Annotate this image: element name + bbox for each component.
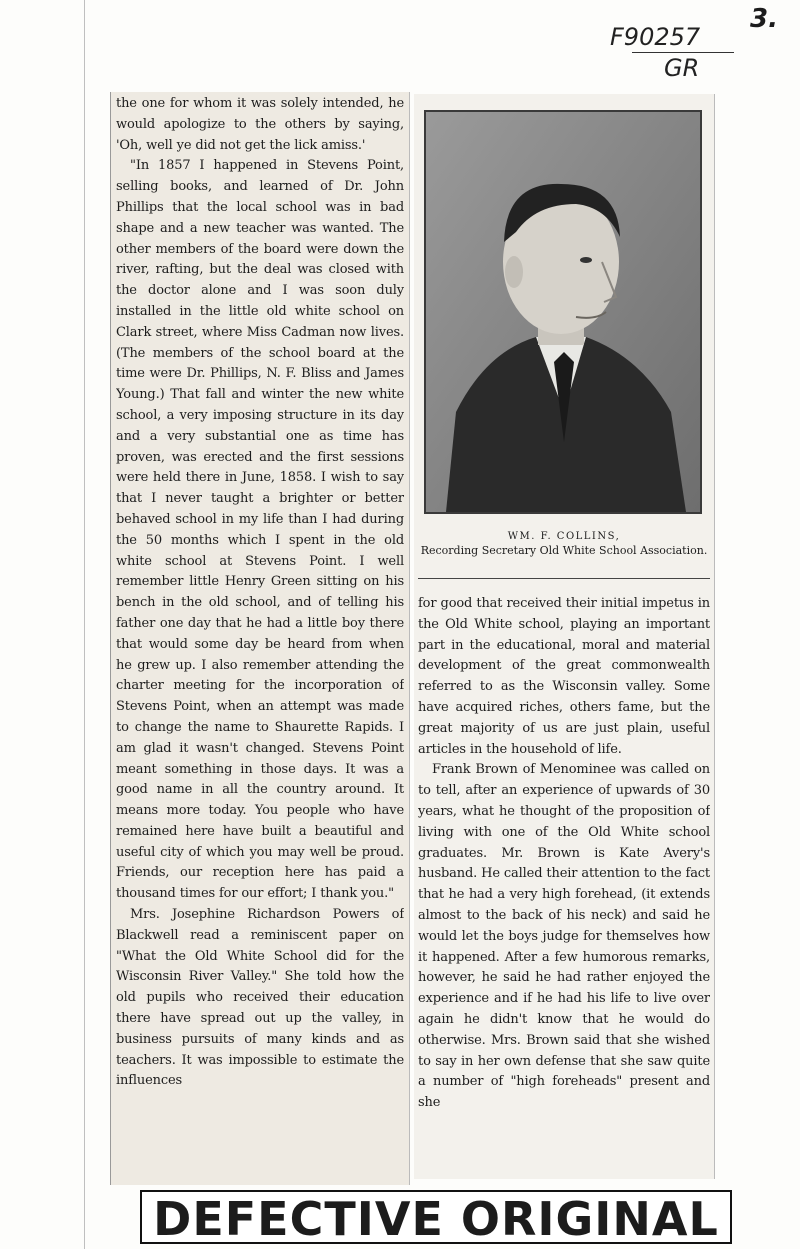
article-left-column [116, 94, 404, 1186]
article-right-column [418, 594, 710, 1180]
archive-code-line-2: GR [632, 52, 734, 83]
article-paragraph: for good that received their initial impetus in the Old White school, playing an important part in the educational, moral and material development of the great commonwealth referred to as the Wisconsin valley. Some have acquired riches, others fame, but the great majority of us are just plain, useful articles in the household of life. [418, 596, 710, 757]
archive-code-annotation [610, 22, 720, 83]
caption-title: Recording Secretary Old White School Association. [420, 544, 708, 557]
article-paragraph: Frank Brown of Menominee was called on to tell, after an experience of upwards of 30 years, what he thought of the proposition of living with one of the Old White school graduates. Mr. Brown is Kate Avery's husband. He called their attention to the fact that he had a very high forehead, (it extends almost to the back of his neck) and said he would let the boys judge for themselves how it happened. After a few humorous remarks, however, he said he had rather enjoyed the experience and if he had his life to live over again he didn't know that he would do otherwise. Mrs. Brown said that she wished to say in her own defense that she saw quite a number of "high foreheads" present and she [418, 762, 710, 1111]
article-paragraph: the one for whom it was solely intended, he would apologize to the others by saying, 'Oh, well ye did not get the lick amiss.' [116, 96, 404, 153]
caption-divider [418, 578, 710, 579]
portrait-illustration [426, 112, 700, 512]
defective-original-stamp: DEFECTIVE ORIGINAL [140, 1190, 732, 1244]
portrait-photo [424, 110, 702, 514]
page-number: 3. [750, 4, 778, 34]
caption-name: WM. F. COLLINS, [507, 531, 621, 542]
page-margin-line [84, 0, 85, 1249]
photo-caption [418, 530, 710, 557]
article-paragraph: "In 1857 I happened in Stevens Point, selling books, and learned of Dr. John Phillips that the local school was in bad shape and a new teacher was wanted. The other members of the board were down the river, rafting, but the deal was closed with the doctor alone and I was soon duly installed in the little old white school on Clark street, where Miss Cadman now lives. (The members of the school board at the time were Dr. Phillips, N. F. Bliss and James Young.) That fall and winter the new white school, a very imposing structure in its day and a very substantial one as time has proven, was erected and the first sessions were held there in June, 1858. I wish to say that I never taught a brighter or better behaved school in my life than I had during the 50 months which I spent in the old white school at Stevens Point. I well remember little Henry Green sitting on his bench in the old school, and of telling his father one day that he had a little boy there that would some day be heard from when he grew up. I also remember attending the charter meeting for the incorporation of Stevens Point, when an attempt was made to change the name to Shaurette Rapids. I am glad it wasn't changed. Stevens Point meant something in those days. It was a good name in all the country around. It means more today. You people who have remained here have built a beautiful and useful city of which you may well be proud. Friends, our reception here has paid a thousand times for our effort; I thank you." [116, 158, 404, 902]
article-paragraph: Mrs. Josephine Richardson Powers of Blackwell read a reminiscent paper on "What the Old White School did for the Wisconsin River Valley." She told how the old pupils who received their education there have spread out up the valley, in business pursuits of many kinds and as teachers. It was impossible to estimate the influences [116, 907, 404, 1089]
archive-code-line-1: F90257 [610, 23, 701, 51]
